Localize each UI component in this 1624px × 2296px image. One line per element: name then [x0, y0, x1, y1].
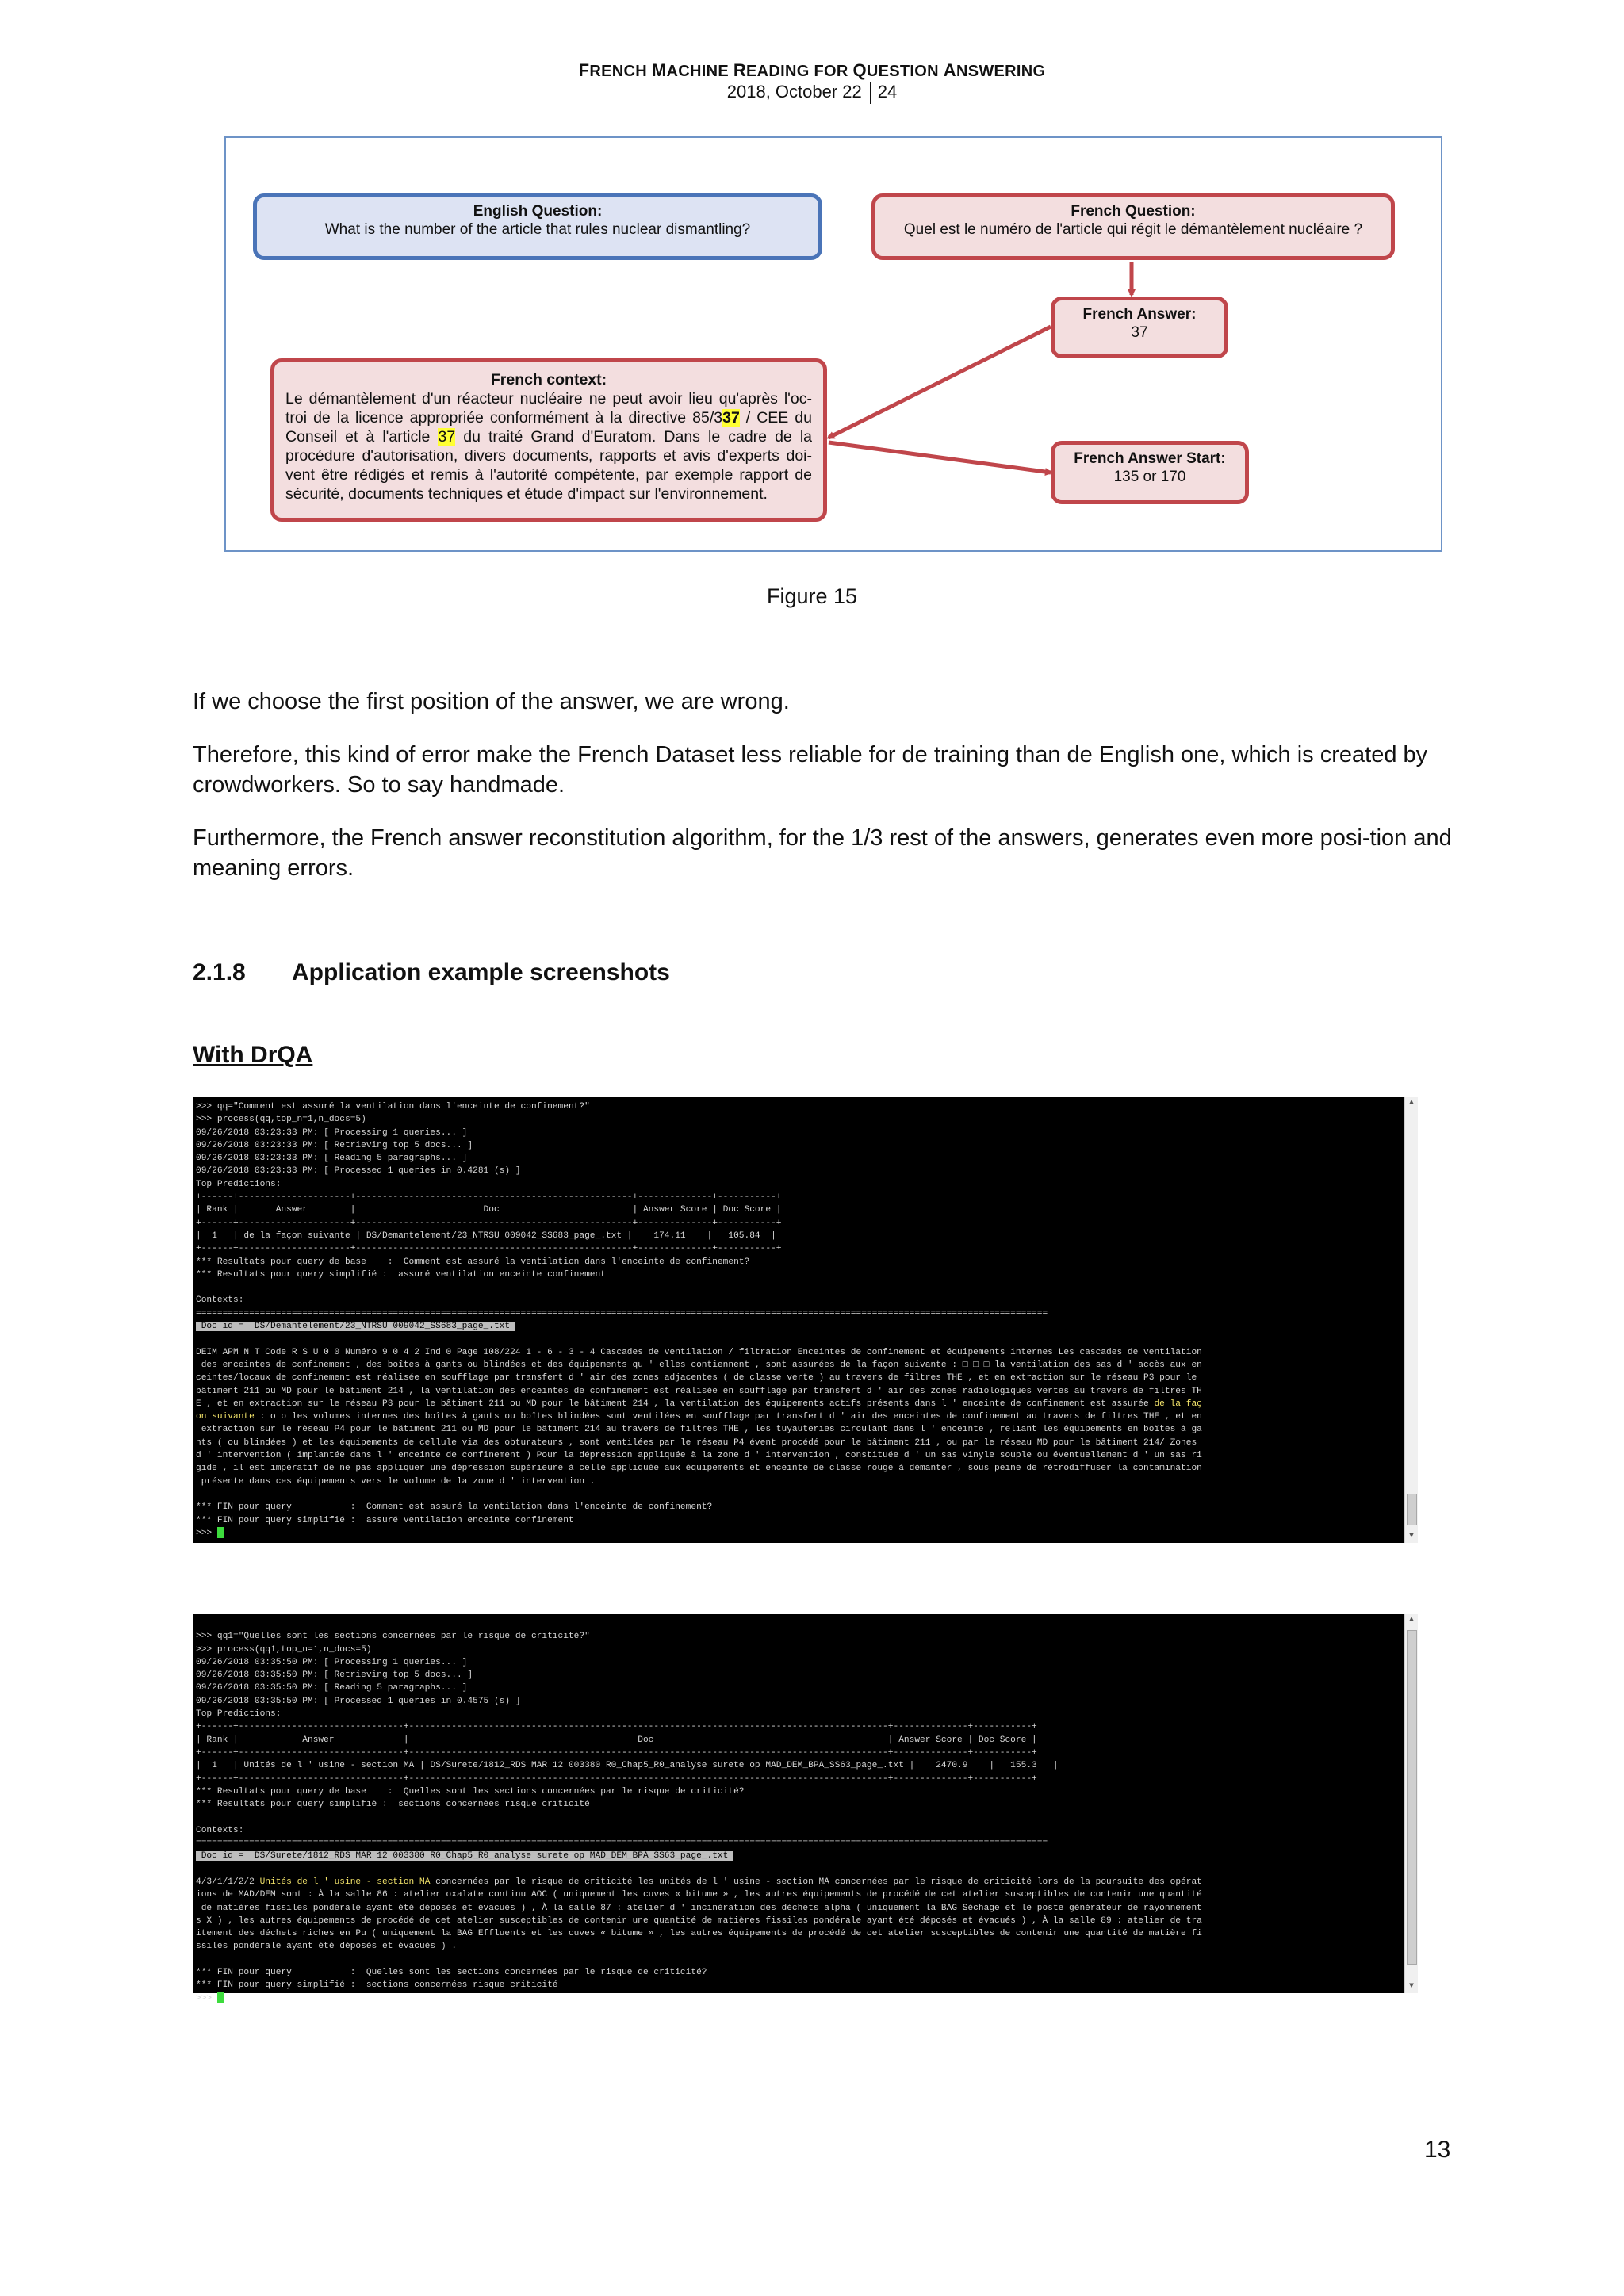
section-heading: [193, 959, 670, 986]
header-title-rest: UESTION: [866, 63, 944, 80]
french-answer-box: [1051, 297, 1228, 358]
figure-15: [224, 136, 1442, 552]
french-answer-start-box: [1051, 441, 1249, 504]
scrollbar-thumb[interactable]: [1407, 1630, 1417, 1965]
terminal-2-context-b: concernées par le risque de criticité les unités de l ' usine - section MA concernées par le risque de criticité lors de la poursuite des opérat ions de MAD/DEM sont : À la salle 86 : atelier oxalate continu AOC ( uniquement les cuves « bitume » , les autres équipements de procédé de cet atelier susceptibles de contenir une quantité de matières fissiles pondérale ayant été déposés et évacués ) , À la salle 87 : atelier d ' incinération des déchets alpha ( uniquement la BAG Séchage et le poste générateur de rayonnement s X ) , les autres équipements de procédé de cet atelier susceptibles de contenir une quantité de matières fissiles pondérale ayant été déposés et évacués ) , À la salle 89 : atelier de tra itement des déchets riches en Pu ( uniquement la BAG Effluents et les cuves « bitume » , les autres équipements de procédé de cet atelier susceptibles de contenir une quantité de matière fi ssiles pondérale ayant été déposés et évacués ) . *** FIN pour query : Quelles sont les sections concernées par le risque de criticité? *** FIN pour query simplifié : sections concernées risque criticité: [196, 1877, 1202, 1991]
scrollbar-thumb[interactable]: [1407, 1494, 1417, 1525]
english-question-title: English Question:: [473, 203, 603, 220]
terminal-1-scrollbar[interactable]: [1404, 1097, 1418, 1543]
french-answer-text: 37: [1131, 324, 1148, 341]
header-title-cap: R: [733, 60, 747, 80]
header-separator: [870, 82, 871, 104]
french-context-text-2: / CEE du Conseil et à l'article: [285, 409, 812, 446]
scroll-up-arrow-icon[interactable]: ▲: [1408, 1099, 1414, 1108]
subsection-heading: With DrQA: [193, 1042, 313, 1068]
french-context-text-3: du traité Grand d'Euratom. Dans le cadre de la procédure d'autorisation, divers documents, rapports et avis d'experts doi-vent être rédigés et remis à l'autorité compétente, par exemple rapport de sécurité, documents techniques et étude d'impact sur l'environnement.: [285, 428, 812, 503]
french-question-title: French Question:: [1071, 203, 1196, 220]
french-context-highlight-2: 37: [438, 428, 456, 446]
french-answer-start-title: French Answer Start:: [1074, 450, 1226, 467]
terminal-screenshot-2: [193, 1614, 1418, 2003]
figure-caption: Figure 15: [766, 584, 858, 608]
french-answer-title: French Answer:: [1082, 306, 1197, 323]
section-title: Application example screenshots: [292, 959, 670, 985]
header-title-rest: EADING FOR: [746, 63, 853, 80]
terminal-1-cursor: [217, 1527, 224, 1538]
header-page-ref: 24: [877, 82, 898, 101]
terminal-1-output: >>> qq="Comment est assuré la ventilation dans l'enceinte de confinement?" >>> process(qq,top_n=1,n_docs=5) 09/26/2018 03:23:33 PM: [ Processing 1 queries... ] 09/26/2018 03:23:33 PM: [ Retrieving top 5 docs... ] 09/26/2018 03:23:33 PM: [ Reading 5 paragraphs... ] 09/26/2018 03:23:33 PM: [ Processed 1 queries in 0.4281 (s) ] Top Predictions: +------+---------------------+----------------------------------------------------+--------------+-----------+ | Rank | Answer | Doc | Answer Score | Doc Score | +------+---------------------+----------------------------------------------------+--------------+-----------+ | 1 | de la façon suivante | DS/Demantelement/23_NTRSU 009042_SS683_page_.txt | 174.11 | 105.84 | +------+---------------------+----------------------------------------------------+--------------+-----------+ *** Resultats pour query de base : Comment est assuré la ventilation dans l'enceinte de confinement? *** Resultats pour query simplifié : assuré ventilation enceinte confinement Contexts: ================================================================================================================================================================: [196, 1102, 1048, 1318]
page-number: 13: [1424, 2137, 1451, 2163]
terminal-2-prompt: >>>: [196, 1993, 217, 2003]
terminal-1-context-b: : o o les volumes internes des boîtes à gants ou boîtes blindées sont ventilées en soufflage par transfert d ' air des enceintes de confinement au travers de filtres THE , et en extraction sur le réseau P4 pour le bâtiment 211 ou MD pour le bâtiment 214 au travers de filtres THE , les tuyauteries circulant dans l ' enceinte , reliant les équipements en boîtes à ga nts ( ou blindées ) et les équipements de cellule via des obturateurs , sont ventilées par le réseau P4 évent procédé pour le bâtiment 211 , ou par le réseau MD pour le bâtiment 214/ Zones d ' intervention ( implantée dans l ' enceinte de confinement ) Pour la dépression appliquée à la zone d ' intervention , constituée d ' un sas vinyle souple ou éventuellement d ' un sas ri gide , il est impératif de ne pas appliquer une dépression supérieure à celle appliquée aux équipements et enceinte de classe rouge à démanter , sous peine de rétrodiffuser la contamination présente dans ces équipements vers le volume de la zone d ' intervention . *** FIN pour query : Comment est assuré la ventilation dans l'enceinte de confinement? *** FIN pour query simplifié : assuré ventilation enceinte confinement: [196, 1412, 1202, 1525]
terminal-2-answer: Unités de l ' usine - section MA: [259, 1877, 431, 1887]
arrow-answer-to-context: [829, 327, 1051, 438]
scroll-down-arrow-icon[interactable]: ▼: [1408, 1981, 1414, 1991]
header-title-cap: F: [578, 60, 590, 80]
header-title-cap: M: [651, 60, 667, 80]
header-title-rest: NSWERING: [956, 63, 1046, 80]
french-context-title: French context:: [490, 371, 607, 388]
header-title-cap: Q: [852, 60, 867, 80]
english-question-text: What is the number of the article that rules nuclear dismantling?: [324, 221, 751, 238]
french-answer-start-text: 135 or 170: [1113, 469, 1186, 485]
header-title-cap: A: [943, 60, 956, 80]
terminal-1-doc-id: Doc id = DS/Demantelement/23_NTRSU 009042_SS683_page_.txt: [196, 1322, 515, 1332]
running-header-title: [0, 60, 1624, 81]
terminal-2-output: >>> qq1="Quelles sont les sections concernées par le risque de criticité?" >>> process(qq1,top_n=1,n_docs=5) 09/26/2018 03:35:50 PM: [ Processing 1 queries... ] 09/26/2018 03:35:50 PM: [ Retrieving top 5 docs... ] 09/26/2018 03:35:50 PM: [ Reading 5 paragraphs... ] 09/26/2018 03:35:50 PM: [ Processed 1 queries in 0.4575 (s) ] Top Predictions: +------+-------------------------------+------------------------------------------------------------------------------------------+--------------+-----------+ | Rank | Answer | Doc | Answer Score | Doc Score | +------+-------------------------------+------------------------------------------------------------------------------------------+--------------+-----------+ | 1 | Unités de l ' usine - section MA | DS/Surete/1812_RDS MAR 12 003380 R0_Chap5_R0_analyse surete op MAD_DEM_BPA_SS63_page_.txt | 2470.9 | 155.3 | +------+-------------------------------+------------------------------------------------------------------------------------------+--------------+-----------+ *** Resultats pour query de base : Quelles sont les sections concernées par le risque de criticité? *** Resultats pour query simplifié : sections concernées risque criticité Contexts: ================================================================================================================================================================: [196, 1632, 1059, 1849]
running-header-date: [0, 82, 1624, 104]
header-title-rest: RENCH: [589, 63, 652, 80]
terminal-1-context-a: DEIM APM N T Code R S U 0 0 Numéro 9 0 4 2 Ind 0 Page 108/224 1 - 6 - 3 - 4 Cascades de ventilation / filtration Enceintes de confinement et équipements internes Les cascades de ventilation des enceintes de confinement , des boîtes à gants ou blindées et des équipements qu ' elles contiennent , sont assurées de la façon suivante : □ □ □ la ventilation des sas d ' accès aux en ceintes/locaux de confinement est réalisée en soufflage par transfert d ' air des zones adjacentes ( de classe verte ) au travers de filtres THE , et en extraction sur le réseau P3 pour le bâtiment 211 ou MD pour le bâtiment 214 , la ventilation des enceintes de confinement est réalisée en soufflage par transfert d ' air des zones radiologiques vertes au travers de filtres TH E , et en extraction sur le réseau P3 pour le bâtiment 211 ou MD pour le bâtiment 214 , la ventilation des équipements actifs présents dans l ' enceinte de confinement est assurée: [196, 1347, 1202, 1409]
paragraph-2: Therefore, this kind of error make the French Dataset less reliable for de training than de English one, which is created by crowdworkers. So to say handmade.: [193, 742, 1428, 798]
terminal-1-prompt: >>>: [196, 1528, 217, 1538]
header-date: 2018, October 22: [726, 82, 862, 101]
terminal-2-scrollbar[interactable]: [1404, 1614, 1418, 1993]
french-question-text: Quel est le numéro de l'article qui régit le démantèlement nucléaire ?: [903, 221, 1363, 238]
english-question-box: [253, 193, 822, 260]
terminal-2-cursor: [217, 1992, 224, 2003]
terminal-2-context-a: 4/3/1/1/2/2: [196, 1877, 255, 1887]
terminal-1-answer-b: on suivante: [196, 1412, 255, 1422]
french-context-highlight-1: 37: [722, 409, 740, 427]
paragraph-1: If we choose the first position of the answer, we are wrong.: [193, 689, 790, 714]
section-number: 2.1.8: [193, 959, 246, 985]
header-title-rest: ACHINE: [666, 63, 733, 80]
terminal-1-answer-a: de la faç: [1154, 1399, 1202, 1409]
terminal-screenshot-1: [193, 1097, 1418, 1543]
terminal-2-doc-id: Doc id = DS/Surete/1812_RDS MAR 12 003380 R0_Chap5_R0_analyse surete op MAD_DEM_BPA_SS63_page_.txt: [196, 1851, 734, 1862]
french-context-box: [270, 358, 827, 522]
scroll-down-arrow-icon[interactable]: ▼: [1408, 1531, 1414, 1540]
paragraph-3: Furthermore, the French answer reconstitution algorithm, for the 1/3 rest of the answers, generates even more posi-tion and meaning errors.: [193, 825, 1452, 881]
french-context-text-1: Le démantèlement d'un réacteur nucléaire ne peut avoir lieu qu'après l'oc-troi de la licence appropriée conformément à la directive 85/3: [285, 390, 812, 427]
arrow-context-to-start: [829, 442, 1051, 473]
french-question-box: [871, 193, 1395, 260]
scroll-up-arrow-icon[interactable]: ▲: [1408, 1616, 1414, 1624]
